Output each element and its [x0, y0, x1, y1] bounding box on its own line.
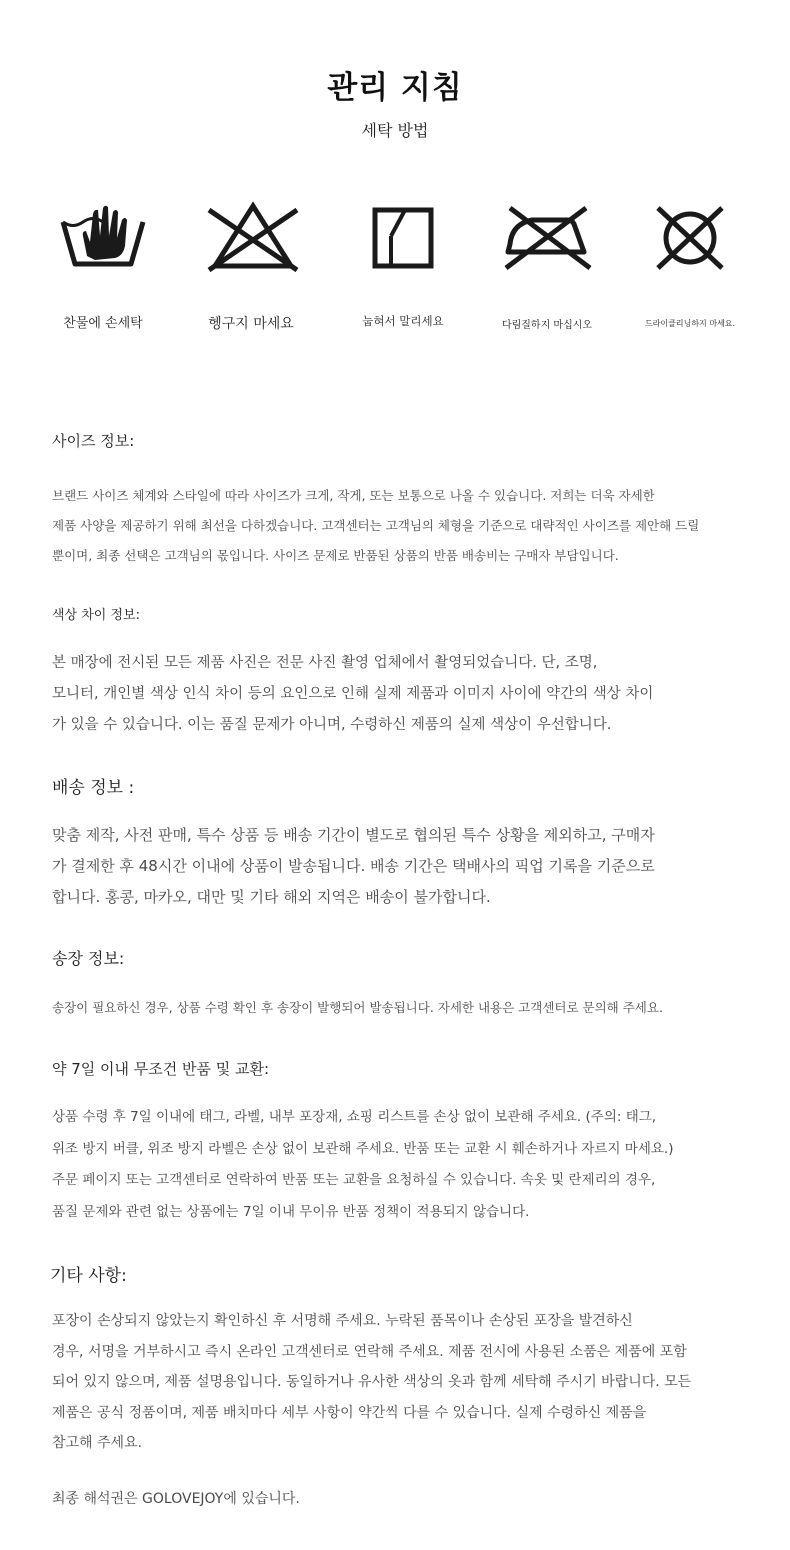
shipping-info-text	[52, 820, 742, 913]
no-bleach-icon	[203, 200, 303, 276]
shipping-info-heading: 배송 정보 :	[52, 778, 135, 798]
no-dry-clean-icon	[640, 200, 740, 276]
other-notes-line: 제품은 공식 정품이며, 제품 배치마다 세부 사항이 약간씩 다를 수 있습니다. 실제 수령하신 제품을	[52, 1404, 647, 1421]
color-info-line: 가 있을 수 있습니다. 이는 품질 문제가 아니며, 수령하신 제품의 실제 색상이 우선합니다.	[52, 717, 612, 733]
size-info-text	[52, 481, 742, 571]
no-iron-icon	[496, 200, 596, 276]
washing-method-subtitle: 세탁 방법	[361, 121, 429, 140]
shipping-info-line: 맞춤 제작, 사전 판매, 특수 상품 등 배송 기간이 별도로 협의된 특수 상황을 제외하고, 구매자	[52, 826, 655, 844]
size-info-heading: 사이즈 정보:	[52, 432, 135, 450]
size-info-line: 제품 사양을 제공하기 위해 최선을 다하겠습니다. 고객센터는 고객님의 체형을 기준으로 대략적인 사이즈를 제안해 드릴	[52, 518, 700, 533]
shipping-info-line: 가 결제한 후 48시간 이내에 상품이 발송됩니다. 배송 기간은 택배사의 픽업 기록을 기준으로	[52, 857, 655, 875]
returns-line: 위조 방지 버클, 위조 방지 라벨은 손상 없이 보관해 주세요. 반품 또는 교환 시 훼손하거나 자르지 마세요.)	[52, 1140, 674, 1157]
color-info-line: 본 매장에 전시된 모든 제품 사진은 전문 사진 촬영 업체에서 촬영되었습니다. 단, 조명,	[52, 655, 598, 671]
dry-flat-label: 눕혀서 말리세요	[362, 314, 444, 328]
size-info-line: 뿐이며, 최종 선택은 고객님의 몫입니다. 사이즈 문제로 반품된 상품의 반품 배송비는 구매자 부담입니다.	[52, 548, 619, 563]
other-notes-heading: 기타 사항:	[50, 1266, 127, 1286]
dry-flat-icon	[353, 200, 453, 276]
invoice-info-line: 송장이 필요하신 경우, 상품 수령 확인 후 송장이 발행되어 발송됩니다. 자세한 내용은 고객센터로 문의해 주세요.	[52, 1000, 663, 1015]
no-bleach-label: 헹구지 마세요	[208, 316, 294, 332]
hand-wash-label: 찬물에 손세탁	[63, 316, 143, 331]
shipping-info-line: 합니다. 홍콩, 마카오, 대만 및 기타 해외 지역은 배송이 불가합니다.	[52, 888, 491, 906]
hand-wash-icon	[53, 200, 153, 276]
other-notes-line: 포장이 손상되지 않았는지 확인하신 후 서명해 주세요. 누락된 품목이나 손상된 포장을 발견하신	[52, 1313, 633, 1329]
invoice-info-heading: 송장 정보:	[52, 949, 125, 968]
no-iron-label: 다림질하지 마십시오	[501, 320, 593, 331]
other-notes-line: 되어 있지 않으며, 제품 설명용입니다. 동일하거나 유사한 색상의 옷과 함께 세탁해 주시기 바랍니다. 모든	[52, 1374, 692, 1390]
no-dry-clean-label: 드라이클리닝하지 마세요.	[644, 319, 736, 328]
color-info-text	[52, 648, 742, 741]
returns-text	[52, 1102, 742, 1228]
color-info-heading: 색상 차이 정보:	[52, 608, 140, 623]
final-statement	[52, 1486, 742, 1512]
other-notes-line: 참고해 주세요.	[52, 1435, 143, 1451]
other-notes-text	[52, 1306, 742, 1459]
returns-heading: 약 7일 이내 무조건 반품 및 교환:	[52, 1060, 270, 1078]
returns-line: 품질 문제와 관련 없는 상품에는 7일 이내 무이유 반품 정책이 적용되지 않습니다.	[52, 1203, 530, 1220]
final-statement-line: 최종 해석권은 GOLOVEJOY에 있습니다.	[52, 1491, 300, 1507]
size-info-line: 브랜드 사이즈 체계와 스타일에 따라 사이즈가 크게, 작게, 또는 보통으로 나올 수 있습니다. 저희는 더욱 자세한	[52, 488, 655, 503]
other-notes-line: 경우, 서명을 거부하시고 즉시 온라인 고객센터로 연락해 주세요. 제품 전시에 사용된 소품은 제품에 포함	[52, 1343, 687, 1360]
returns-line: 상품 수령 후 7일 이내에 태그, 라벨, 내부 포장재, 쇼핑 리스트를 손상 없이 보관해 주세요. (주의: 태그,	[52, 1109, 657, 1125]
returns-line: 주문 페이지 또는 고객센터로 연락하여 반품 또는 교환을 요청하실 수 있습니다. 속옷 및 란제리의 경우,	[52, 1172, 656, 1188]
color-info-line: 모니터, 개인별 색상 인식 차이 등의 요인으로 인해 실제 제품과 이미지 사이에 약간의 색상 차이	[52, 686, 654, 702]
invoice-info-text	[52, 996, 742, 1020]
page-title: 관리 지침	[327, 70, 463, 106]
